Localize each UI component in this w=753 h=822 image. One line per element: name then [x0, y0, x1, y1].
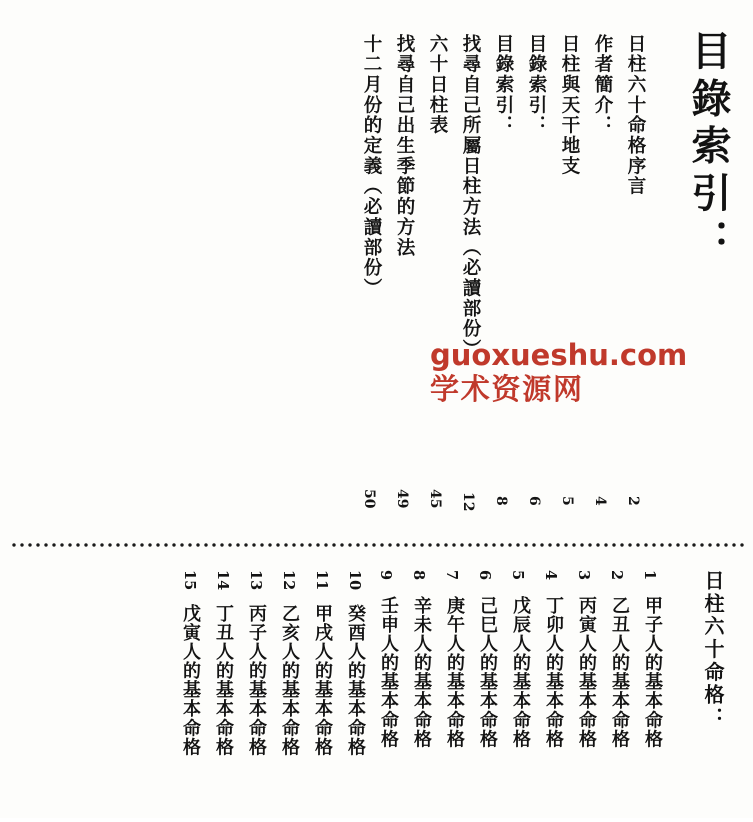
toc-entry-title: 目錄索引：: [526, 34, 547, 136]
watermark: [430, 338, 687, 406]
watermark-domain: guoxueshu.com: [430, 338, 688, 372]
toc-entry-title: 日柱六十命格序言: [625, 34, 646, 197]
list-item-number: 10: [346, 570, 363, 591]
page-title: 目錄索引：: [685, 30, 732, 266]
toc-entry-title: 六十日柱表: [427, 34, 448, 136]
list-item-label: 丁卯人的基本命格: [543, 596, 564, 749]
toc-entry-page: 5: [559, 496, 575, 506]
list-item-label: 丁丑人的基本命格: [213, 604, 234, 757]
dotted-divider: [10, 542, 747, 548]
toc-entry-title: 十二月份的定義（必讀部份）: [361, 34, 382, 299]
list-item-number: 15: [181, 570, 198, 591]
page-bottom-edge: [0, 818, 753, 822]
list-item-label: 丙子人的基本命格: [246, 604, 267, 757]
toc-entry-title: 日柱與天干地支: [559, 34, 580, 177]
toc-entry-page: 12: [460, 492, 476, 512]
list-item-label: 甲戌人的基本命格: [312, 604, 333, 757]
list-item-number: 12: [280, 570, 297, 591]
list-item-label: 乙亥人的基本命格: [279, 604, 300, 757]
list-item-number: 9: [377, 570, 394, 581]
list-item-label: 戊辰人的基本命格: [510, 596, 531, 749]
toc-entry-title: 作者簡介：: [592, 34, 613, 136]
toc-entry-title: 找尋自己出生季節的方法: [394, 34, 415, 258]
toc-entry-page: 45: [427, 489, 443, 509]
toc-entry-page: 6: [526, 496, 542, 506]
section-heading: 日柱六十命格：: [701, 570, 725, 730]
list-item-label: 壬申人的基本命格: [378, 596, 399, 749]
list-item-number: 4: [542, 570, 559, 581]
list-item-number: 13: [247, 570, 264, 591]
list-item-label: 戊寅人的基本命格: [180, 604, 201, 757]
list-item-label: 乙丑人的基本命格: [609, 596, 630, 749]
list-item-number: 7: [443, 570, 460, 581]
list-item-label: 丙寅人的基本命格: [576, 596, 597, 749]
toc-entry-page: 2: [625, 496, 641, 506]
list-item-label: 辛未人的基本命格: [411, 596, 432, 749]
list-item-number: 8: [410, 570, 427, 581]
toc-entry-page: 4: [592, 496, 608, 506]
watermark-site-name: 学术资源网: [430, 372, 584, 407]
list-item-number: 1: [641, 570, 658, 581]
ming-list-section: [0, 552, 753, 822]
toc-entry-title: 目錄索引：: [493, 34, 514, 136]
list-item-number: 14: [214, 570, 231, 591]
list-item-number: 6: [476, 570, 493, 581]
list-item-number: 5: [509, 570, 526, 581]
list-item-label: 庚午人的基本命格: [444, 596, 465, 749]
list-item-number: 3: [575, 570, 592, 581]
list-item-number: 2: [608, 570, 625, 581]
list-item-label: 甲子人的基本命格: [642, 596, 663, 749]
list-item-number: 11: [313, 570, 330, 591]
toc-entry-page: 50: [361, 489, 377, 509]
list-item-label: 癸酉人的基本命格: [345, 604, 366, 757]
toc-entry-page: 49: [394, 489, 410, 509]
toc-entry-title: 找尋自己所屬日柱方法（必讀部份）: [460, 34, 481, 360]
list-item-label: 己巳人的基本命格: [477, 596, 498, 749]
toc-entry-page: 8: [493, 496, 509, 506]
